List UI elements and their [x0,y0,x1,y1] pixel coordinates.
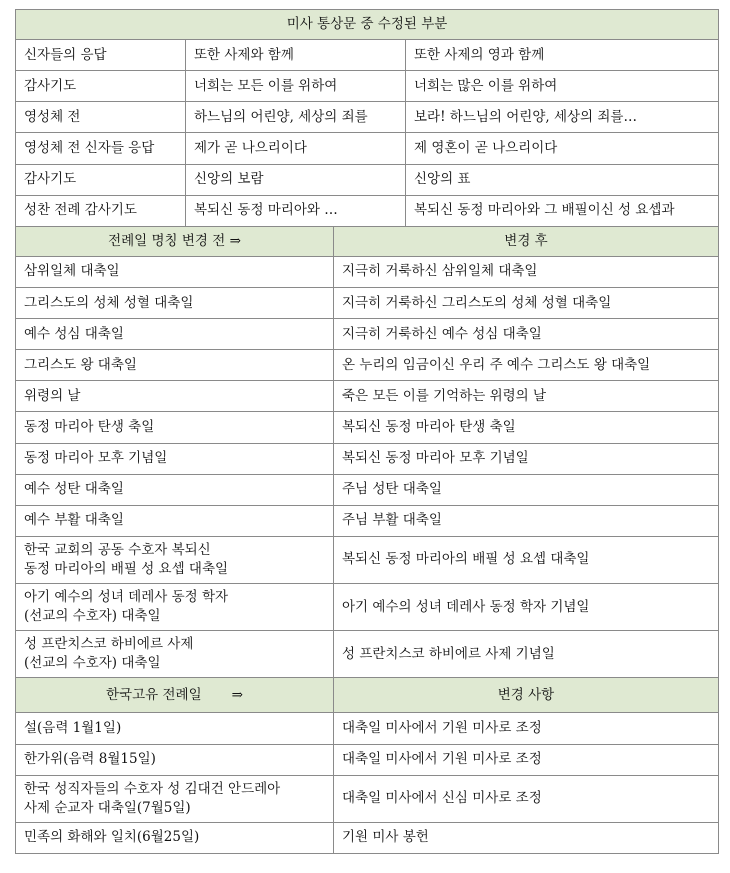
cell-line: (선교의 수호자) 대축일 [24,655,161,672]
before-cell [16,744,334,775]
after-cell: 복되신 동정 마리아의 배필 성 요셉 대축일 [334,536,719,583]
cell-line: 아기 예수의 성녀 데레사 동정 학자 [24,589,229,606]
item-cell: 영성체 전 [16,102,186,133]
liturgy-changes-table [15,9,719,854]
table-row [16,319,719,350]
cell-line: 동정 마리아 탄생 축일 [24,418,155,435]
table-row [16,713,719,744]
item-cell: 신자들의 응답 [16,40,186,71]
before-cell: 너희는 모든 이를 위하여 [186,71,406,102]
table-row [16,195,719,226]
after-cell: 죽은 모든 이를 기억하는 위령의 날 [334,381,719,412]
table-row [16,744,719,775]
table-row [16,412,719,443]
table-row [16,822,719,853]
before-cell [16,775,334,822]
before-cell: 하느님의 어린양, 세상의 죄를 [186,102,406,133]
after-cell: 주님 성탄 대축일 [334,474,719,505]
table-row [16,474,719,505]
after-cell: 대축일 미사에서 신심 미사로 조정 [334,775,719,822]
section2-header-left [16,226,334,256]
after-cell: 신앙의 표 [406,164,719,195]
after-cell: 아기 예수의 성녀 데레사 동정 학자 기념일 [334,583,719,630]
before-cell: 복되신 동정 마리아와 … [186,195,406,226]
arrow-icon: ⇒ [229,232,241,249]
before-cell [16,583,334,630]
after-cell: 보라! 하느님의 어린양, 세상의 죄를… [406,102,719,133]
table-row [16,287,719,318]
after-cell: 너희는 많은 이를 위하여 [406,71,719,102]
table-row [16,256,719,287]
cell-line: (선교의 수호자) 대축일 [24,608,161,625]
cell-line: 한가위(음력 8월15일) [24,751,156,768]
section-header-row [16,226,719,256]
item-cell: 성찬 전례 감사기도 [16,195,186,226]
cell-line: 예수 부활 대축일 [24,512,124,529]
before-cell [16,713,334,744]
before-cell [16,256,334,287]
section2-header-right: 변경 후 [334,226,719,256]
table-row [16,102,719,133]
before-cell: 또한 사제와 함께 [186,40,406,71]
section1-title: 미사 통상문 중 수정된 부분 [16,10,719,40]
header-label: 전례일 명칭 변경 전 [108,232,226,249]
after-cell: 대축일 미사에서 기원 미사로 조정 [334,744,719,775]
after-cell: 기원 미사 봉헌 [334,822,719,853]
after-cell: 성 프란치스코 하비에르 사제 기념일 [334,631,719,678]
item-cell: 감사기도 [16,164,186,195]
section3-header-right: 변경 사항 [334,678,719,713]
table-row [16,381,719,412]
cell-line: 한국 교회의 공동 수호자 복되신 [24,541,211,558]
section3-header-left [16,678,334,713]
table-row [16,443,719,474]
after-cell: 복되신 동정 마리아 탄생 축일 [334,412,719,443]
cell-line: 위령의 날 [24,387,81,404]
before-cell [16,474,334,505]
before-cell [16,319,334,350]
after-cell: 복되신 동정 마리아 모후 기념일 [334,443,719,474]
before-cell [16,350,334,381]
table-row [16,505,719,536]
before-cell [16,536,334,583]
cell-line: 예수 성탄 대축일 [24,481,124,498]
before-cell [16,822,334,853]
table-row [16,71,719,102]
after-cell: 제 영혼이 곧 나으리이다 [406,133,719,164]
before-cell [16,287,334,318]
item-cell: 감사기도 [16,71,186,102]
cell-line: 그리스도의 성체 성혈 대축일 [24,294,194,311]
table-row [16,350,719,381]
table-row [16,536,719,583]
before-cell [16,381,334,412]
before-cell: 신앙의 보람 [186,164,406,195]
cell-line: 성 프란치스코 하비에르 사제 [24,636,194,653]
section-header-row [16,678,719,713]
item-cell: 영성체 전 신자들 응답 [16,133,186,164]
before-cell [16,505,334,536]
after-cell: 주님 부활 대축일 [334,505,719,536]
cell-line: 동정 마리아 모후 기념일 [24,450,168,467]
table-row [16,40,719,71]
after-cell: 대축일 미사에서 기원 미사로 조정 [334,713,719,744]
cell-line: 삼위일체 대축일 [24,263,120,280]
header-label: 한국고유 전례일 [106,686,202,703]
after-cell: 지극히 거룩하신 그리스도의 성체 성혈 대축일 [334,287,719,318]
before-cell [16,631,334,678]
cell-line: 설(음력 1월1일) [24,719,122,736]
cell-line: 민족의 화해와 일치(6월25일) [24,829,200,846]
table-row [16,631,719,678]
table-row [16,775,719,822]
cell-line: 사제 순교자 대축일(7월5일) [24,799,191,816]
cell-line: 예수 성심 대축일 [24,325,124,342]
after-cell: 온 누리의 임금이신 우리 주 예수 그리스도 왕 대축일 [334,350,719,381]
before-cell: 제가 곧 나으리이다 [186,133,406,164]
after-cell: 지극히 거룩하신 예수 성심 대축일 [334,319,719,350]
before-cell [16,412,334,443]
table-row [16,164,719,195]
before-cell [16,443,334,474]
after-cell: 또한 사제의 영과 함께 [406,40,719,71]
cell-line: 한국 성직자들의 수호자 성 김대건 안드레아 [24,780,281,797]
cell-line: 그리스도 왕 대축일 [24,356,137,373]
cell-line: 동정 마리아의 배필 성 요셉 대축일 [24,560,229,577]
after-cell: 지극히 거룩하신 삼위일체 대축일 [334,256,719,287]
arrow-icon: ⇒ [231,686,243,703]
table-row [16,583,719,630]
table-row [16,133,719,164]
after-cell: 복되신 동정 마리아와 그 배필이신 성 요셉과 [406,195,719,226]
